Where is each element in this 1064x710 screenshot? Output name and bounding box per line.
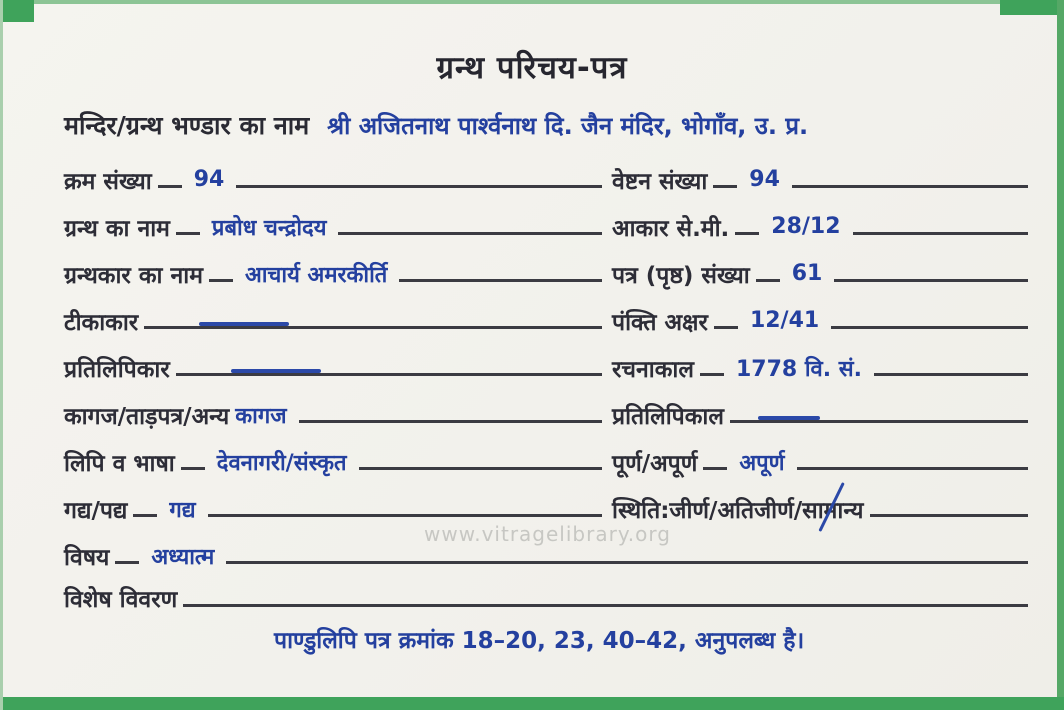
blank-ink-dash xyxy=(231,369,321,373)
blank-ink-dash xyxy=(758,416,820,420)
form-line xyxy=(870,514,1029,517)
form-row xyxy=(64,344,1038,391)
bhandar-name-row xyxy=(64,108,1036,142)
form-line xyxy=(181,467,205,470)
form-row xyxy=(64,438,1038,485)
field-value: प्रबोध चन्द्रोदय xyxy=(211,215,327,241)
status-option-label: सामान्य xyxy=(802,497,864,524)
field-label: प्रतिलिपिकार xyxy=(64,356,170,383)
form-line xyxy=(714,326,738,329)
field-value: गद्य xyxy=(169,497,196,523)
bhandar-name-label: मन्दिर/ग्रन्थ भण्डार का नाम xyxy=(64,111,310,140)
field-kaagaz-taadpatra xyxy=(64,399,612,431)
form-line xyxy=(226,561,1028,564)
field-label: कागज/ताड़पत्र/अन्य xyxy=(64,403,230,430)
field-kram-sankhya xyxy=(64,164,612,196)
field-veshtan-sankhya xyxy=(612,164,1038,196)
field-value: 94 xyxy=(749,167,780,192)
field-value: 28/12 xyxy=(771,214,841,239)
form-row xyxy=(64,391,1038,438)
form-line xyxy=(176,232,200,235)
field-label: पंक्ति अक्षर xyxy=(612,309,708,336)
form-line xyxy=(703,467,727,470)
field-label: पत्र (पृष्ठ) संख्या xyxy=(612,262,750,289)
field-lipi-bhasha xyxy=(64,446,612,478)
field-value: कागज xyxy=(235,403,287,429)
scan-border-left xyxy=(0,0,3,710)
form-line xyxy=(133,514,157,517)
field-pratilipikaar xyxy=(64,352,612,384)
scan-corner-top-right xyxy=(1000,0,1064,15)
scan-border-bottom xyxy=(0,697,1064,710)
field-granth-naam xyxy=(64,211,612,243)
form-line xyxy=(144,326,602,329)
form-line xyxy=(713,185,737,188)
form-line xyxy=(756,279,780,282)
form-row xyxy=(64,156,1038,203)
form-line xyxy=(730,420,1028,423)
field-pankti-akshar xyxy=(612,305,1038,337)
form-row xyxy=(64,250,1038,297)
form-line xyxy=(158,185,182,188)
field-granthkaar-naam xyxy=(64,258,612,290)
form-line xyxy=(792,185,1028,188)
field-label: रचनाकाल xyxy=(612,356,694,383)
field-label: क्रम संख्या xyxy=(64,168,152,195)
field-value: अपूर्ण xyxy=(739,450,785,476)
special-detail-value: पाण्डुलिपि पत्र क्रमांक 18–20, 23, 40–42, अनुपलब्ध है। xyxy=(274,628,805,654)
field-label: आकार से.मी. xyxy=(612,215,730,242)
form-line xyxy=(735,232,759,235)
form-line xyxy=(115,561,139,564)
form-line xyxy=(399,279,602,282)
form-line xyxy=(183,604,1028,607)
field-label: वेष्टन संख्या xyxy=(612,168,708,195)
field-value: 94 xyxy=(193,167,225,192)
field-label: लिपि व भाषा xyxy=(64,450,175,477)
field-gadya-padya xyxy=(64,493,612,525)
form-line xyxy=(209,279,233,282)
form-line xyxy=(831,326,1028,329)
blank-ink-dash xyxy=(199,322,289,326)
bhandar-name-value: श्री अजितनाथ पार्श्वनाथ दि. जैन मंदिर, भोगाँव, उ. प्र. xyxy=(327,112,809,140)
scan-border-top xyxy=(0,0,1064,4)
watermark-text: www.vitragelibrary.org xyxy=(424,522,671,546)
special-detail-head xyxy=(64,581,1038,615)
field-patra-sankhya xyxy=(612,258,1038,290)
form-line xyxy=(797,467,1028,470)
field-value: आचार्य अमरकीर्ति xyxy=(244,262,388,288)
field-label: टीकाकार xyxy=(64,309,139,336)
field-rachnakaal xyxy=(612,352,1038,384)
field-vishesh-vivaran xyxy=(64,581,1038,655)
form-line xyxy=(874,373,1028,376)
field-sthiti xyxy=(612,493,1038,525)
field-label: विषय xyxy=(64,544,110,571)
form-line xyxy=(359,467,602,470)
field-value: देवनागरी/संस्कृत xyxy=(216,450,347,476)
field-label: ग्रन्थकार का नाम xyxy=(64,262,203,289)
field-value: 12/41 xyxy=(749,308,820,333)
field-pratilipikaal xyxy=(612,399,1038,431)
form-line xyxy=(176,373,602,376)
field-label: ग्रन्थ का नाम xyxy=(64,215,170,242)
field-aakaar xyxy=(612,211,1038,243)
field-value: 61 xyxy=(791,261,823,286)
field-label: विशेष विवरण xyxy=(64,587,178,613)
form-line xyxy=(236,185,602,188)
form-line xyxy=(853,232,1028,235)
scan-border-right xyxy=(1057,0,1064,710)
field-label: गद्य/पद्य xyxy=(64,497,128,524)
form-line xyxy=(834,279,1028,282)
field-value: 1778 वि. सं. xyxy=(735,356,863,382)
form-line xyxy=(338,232,602,235)
field-label: पूर्ण/अपूर्ण xyxy=(612,450,698,477)
field-purn-apurn xyxy=(612,446,1038,478)
field-label: प्रतिलिपिकाल xyxy=(612,403,724,430)
form-row xyxy=(64,203,1038,250)
form-row xyxy=(64,297,1038,344)
field-tikakaar xyxy=(64,305,612,337)
field-label: स्थिति:जीर्ण/अतिजीर्ण/ xyxy=(612,497,803,524)
field-value: अध्यात्म xyxy=(151,544,215,570)
form-line xyxy=(299,420,602,423)
scan-corner-top-left xyxy=(0,0,34,22)
status-option-samanya-struck xyxy=(802,493,863,525)
card-title: ग्रन्थ परिचय-पत्र xyxy=(436,50,628,86)
form-line xyxy=(700,373,724,376)
form-rows xyxy=(64,156,1038,579)
form-line xyxy=(208,514,602,517)
